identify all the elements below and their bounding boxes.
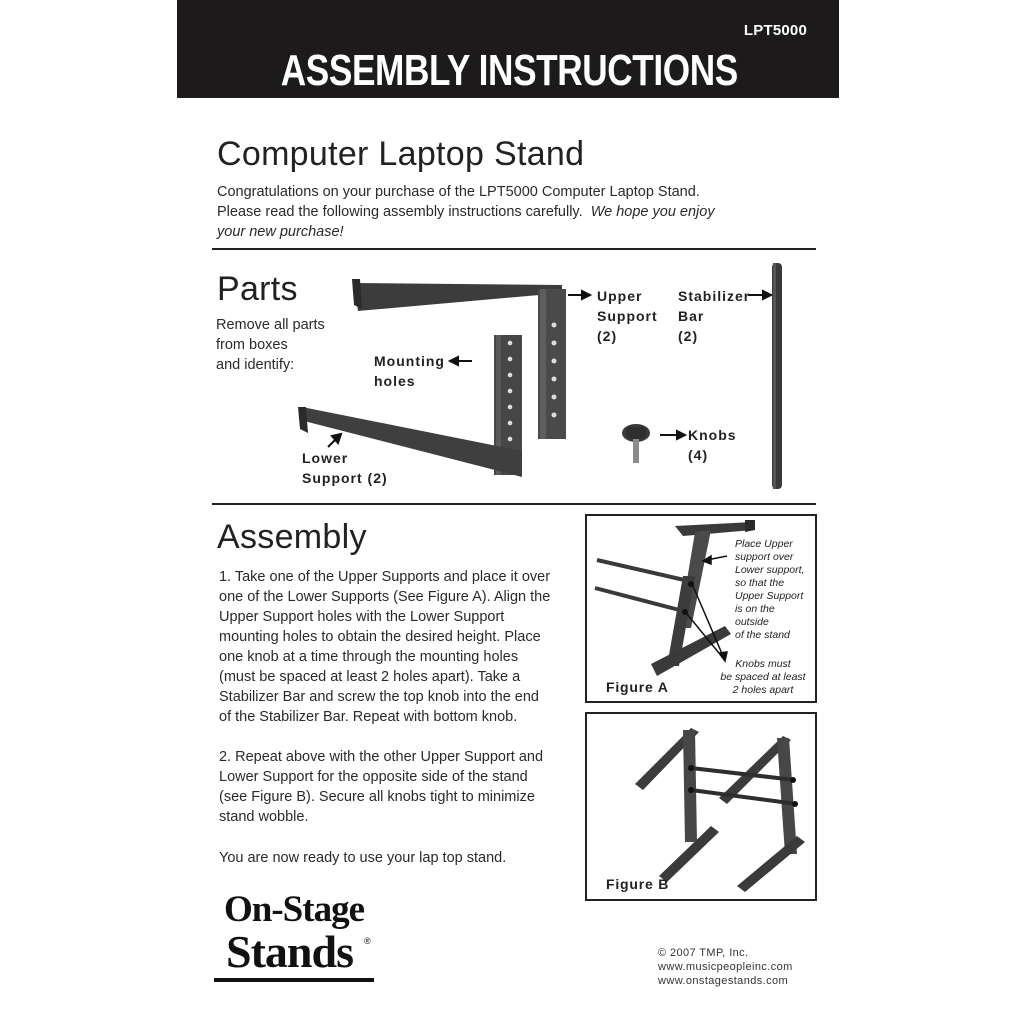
registered-mark: ® (364, 936, 371, 946)
parts-instructions: Remove all parts from boxes and identify: (216, 317, 325, 373)
figure-a-note-knobs: Knobs must be spaced at least 2 holes apart (720, 658, 806, 696)
divider-2 (212, 503, 816, 505)
url-onstagestands[interactable]: www.onstagestands.com (658, 975, 789, 987)
logo-line-2: Stands (226, 926, 353, 977)
intro-paragraph (217, 182, 817, 242)
mounting-holes-label: Mounting holes (374, 353, 445, 389)
lower-support-label: Lower Support (2) (302, 450, 388, 486)
assembly-closing: You are now ready to use your lap top stand. (219, 850, 507, 866)
parts-heading: Parts (217, 270, 298, 308)
intro-line-3: your new purchase! (217, 224, 344, 240)
assembly-step-1: 1. Take one of the Upper Supports and place it over one of the Lower Supports (See Figure A). Align the Upper Support holes with the Lower Support mounting holes to obtain the desired height. Place one knob at a time through the mounting holes (must be spaced at least 2 holes apart). Take a Stabilizer Bar and screw the top knob into the end of the Stabilizer Bar. Repeat with bottom knob. (219, 569, 551, 725)
figure-a-label: Figure A (606, 679, 669, 695)
intro-line-1: Congratulations on your purchase of the LPT5000 Computer Laptop Stand. (217, 184, 700, 200)
copyright: © 2007 TMP, Inc. (658, 947, 749, 959)
figure-b (585, 712, 817, 901)
footer-info (658, 946, 793, 988)
figure-b-label: Figure B (606, 876, 670, 892)
logo-line-1: On-Stage (224, 889, 364, 930)
assembly-step-2: 2. Repeat above with the other Upper Support and Lower Support for the opposite side of the stand (see Figure B). Secure all knobs tight to minimize stand wobble. (219, 749, 544, 825)
model-number: LPT5000 (743, 22, 807, 39)
figure-a-note-upper: Place Upper support over Lower support, so that the Upper Support is on the outside of the stand (735, 538, 805, 641)
knobs-label: Knobs (4) (688, 427, 737, 463)
figure-a (585, 514, 817, 703)
document-title: ASSEMBLY INSTRUCTIONS (280, 46, 738, 95)
logo-underline (214, 978, 374, 982)
intro-italic-1: We hope you enjoy (590, 204, 715, 220)
assembly-heading: Assembly (217, 518, 367, 556)
upper-support-label: Upper Support (2) (597, 288, 658, 344)
stabilizer-bar-illustration (772, 263, 782, 489)
url-musicpeople[interactable]: www.musicpeopleinc.com (658, 961, 793, 973)
figure-b-illustration (587, 714, 815, 899)
header-bar (177, 0, 839, 98)
intro-line-2: Please read the following assembly instructions carefully. We hope you enjoy (217, 204, 715, 220)
on-stage-stands-logo (214, 890, 374, 988)
divider-1 (212, 248, 816, 250)
knob-illustration (622, 424, 650, 463)
stabilizer-bar-label: Stabilizer Bar (2) (678, 288, 751, 344)
product-title: Computer Laptop Stand (217, 135, 585, 173)
